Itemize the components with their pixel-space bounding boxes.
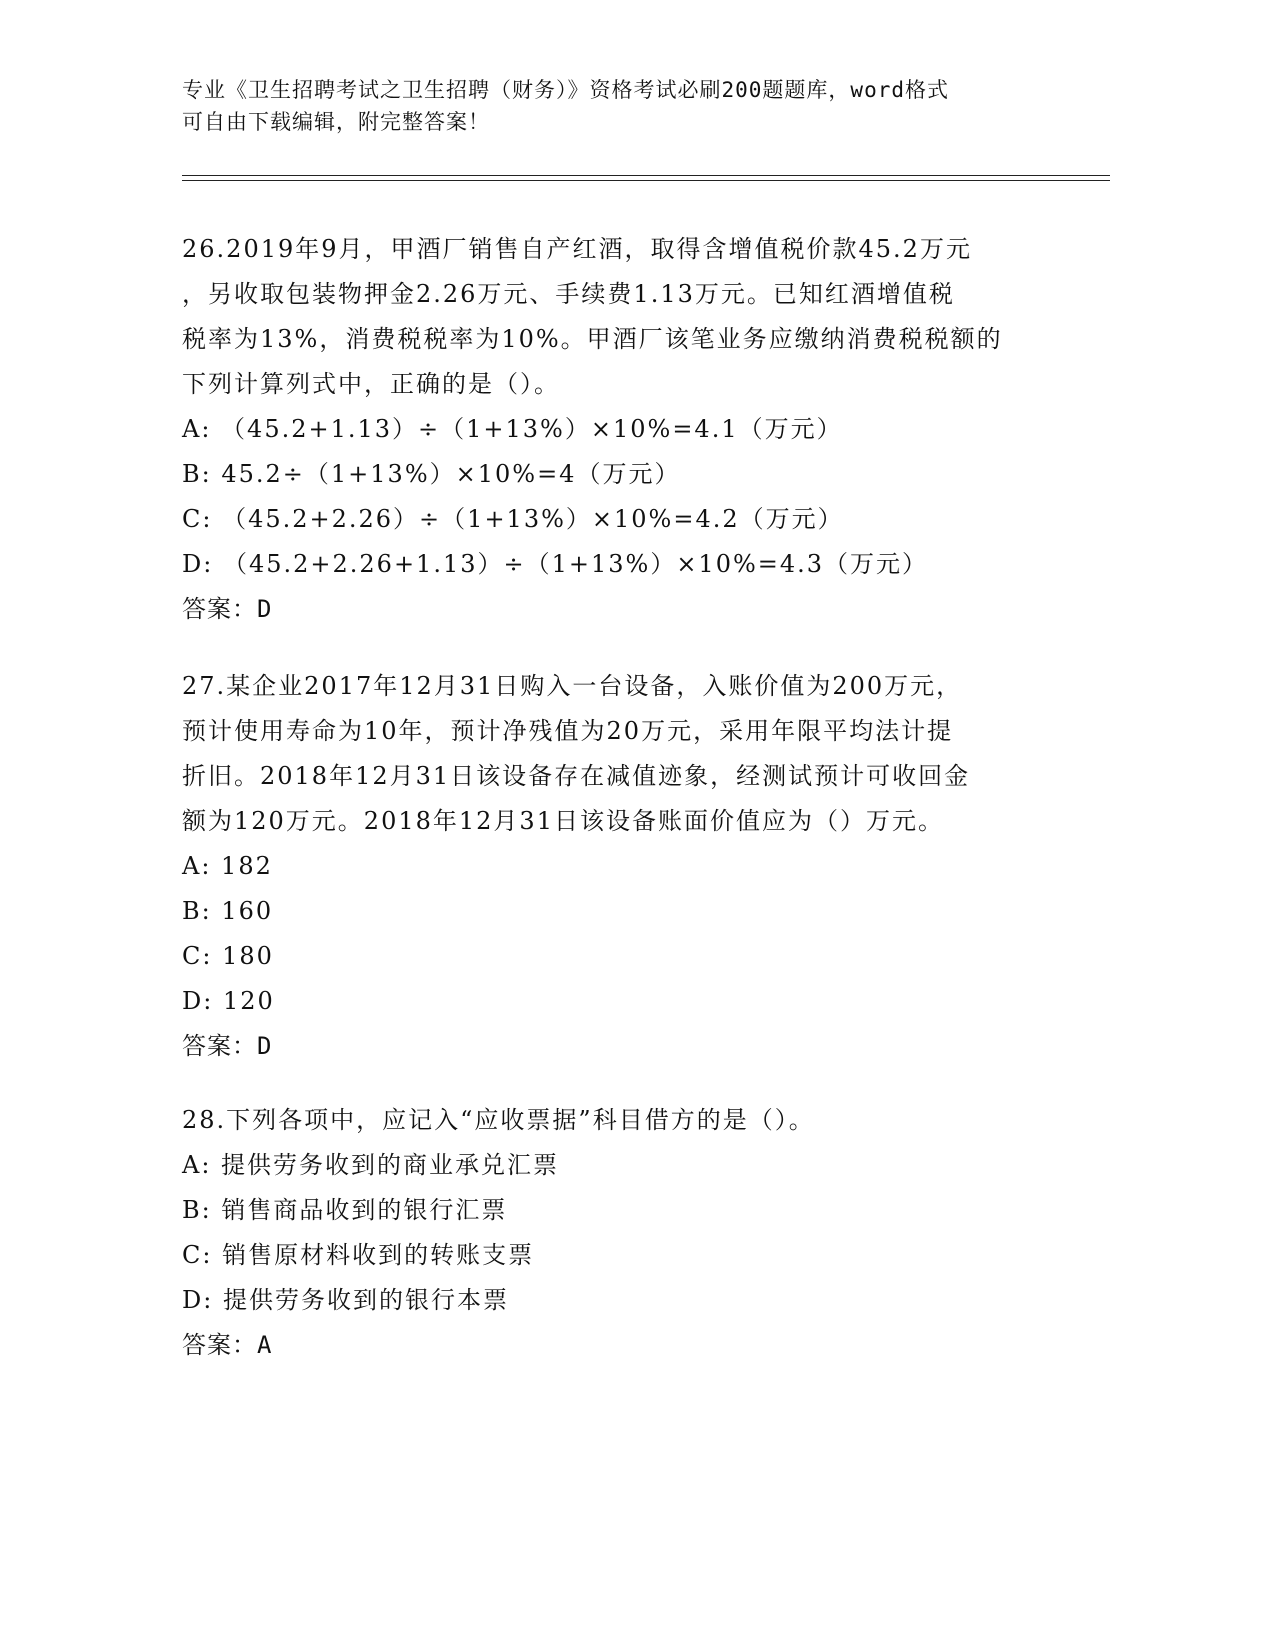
question-stem-line: ，另收取包装物押金2.26万元、手续费1.13万元。已知红酒增值税 xyxy=(182,280,955,308)
option-c: C: 销售原材料收到的转账支票 xyxy=(182,1241,535,1269)
question-28 xyxy=(182,1098,1062,1368)
option-c: C: （45.2+2.26）÷（1+13%）×10%=4.2（万元） xyxy=(182,505,844,533)
answer-line: 答案：D xyxy=(182,595,273,623)
question-stem-line: 27.某企业2017年12月31日购入一台设备，入账价值为200万元， xyxy=(182,672,963,700)
option-a: A: 182 xyxy=(182,852,273,880)
header-divider-bottom xyxy=(182,180,1110,181)
option-d: D: 120 xyxy=(182,987,275,1015)
question-stem-line: 28.下列各项中，应记入“应收票据”科目借方的是（）。 xyxy=(182,1106,815,1134)
question-stem-line: 折旧。2018年12月31日该设备存在减值迹象，经测试预计可收回金 xyxy=(182,762,971,790)
option-b: B: 销售商品收到的银行汇票 xyxy=(182,1196,508,1224)
header-divider-top xyxy=(182,175,1110,176)
question-stem-line: 额为120万元。2018年12月31日该设备账面价值应为（）万元。 xyxy=(182,807,944,835)
document-header xyxy=(182,74,1062,138)
option-c: C: 180 xyxy=(182,942,274,970)
question-stem-line: 预计使用寿命为10年，预计净残值为20万元，采用年限平均法计提 xyxy=(182,717,954,745)
option-d: D: 提供劳务收到的银行本票 xyxy=(182,1286,509,1314)
answer-line: 答案：D xyxy=(182,1032,273,1060)
question-stem-line: 税率为13%，消费税税率为10%。甲酒厂该笔业务应缴纳消费税税额的 xyxy=(182,325,1003,353)
option-b: B: 45.2÷（1+13%）×10%=4（万元） xyxy=(182,460,681,488)
option-a: A: （45.2+1.13）÷（1+13%）×10%=4.1（万元） xyxy=(182,415,843,443)
option-d: D: （45.2+2.26+1.13）÷（1+13%）×10%=4.3（万元） xyxy=(182,550,929,578)
answer-line: 答案：A xyxy=(182,1331,273,1359)
header-title-line-1: 专业《卫生招聘考试之卫生招聘（财务）》资格考试必刷200题题库，word格式 xyxy=(182,78,949,102)
question-stem-line: 下列计算列式中，正确的是（）。 xyxy=(182,370,560,398)
header-title-line-2: 可自由下载编辑，附完整答案！ xyxy=(182,110,490,134)
option-a: A: 提供劳务收到的商业承兑汇票 xyxy=(182,1151,560,1179)
option-b: B: 160 xyxy=(182,897,274,925)
question-27 xyxy=(182,664,1062,1069)
question-stem-line: 26.2019年9月，甲酒厂销售自产红酒，取得含增值税价款45.2万元 xyxy=(182,235,972,263)
question-26 xyxy=(182,227,1062,632)
